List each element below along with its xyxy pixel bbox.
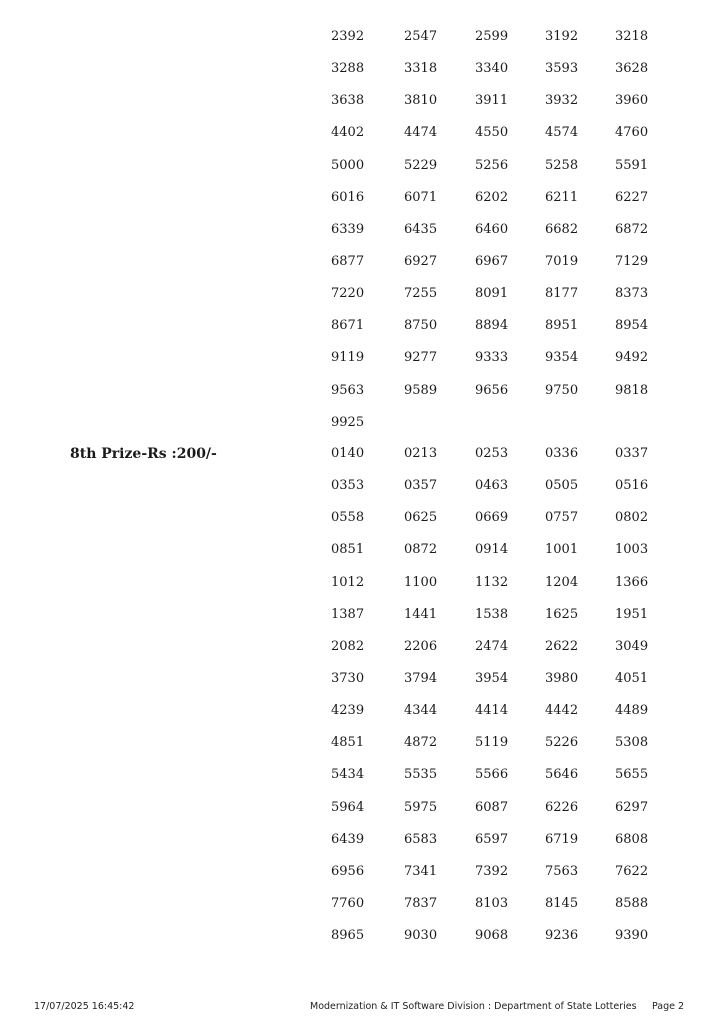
winning-number: 6808 [615,831,649,847]
winning-number: 3628 [615,61,649,77]
winning-number: 9354 [545,350,579,366]
winning-number: 6226 [545,799,579,815]
winning-number: 3288 [331,61,365,77]
winning-number: 7563 [545,863,579,879]
winning-number: 4489 [615,703,649,719]
winning-number: 5535 [404,767,438,783]
winning-number: 9589 [404,382,438,398]
winning-number: 1625 [545,606,579,622]
winning-number: 0140 [331,446,365,461]
winning-number: 6087 [475,799,509,815]
winning-number: 3318 [404,61,438,77]
winning-number: 7760 [331,895,365,911]
winning-number: 7392 [475,863,509,879]
winning-number: 0213 [404,446,438,461]
winning-number: 0357 [404,478,438,494]
winning-number: 3794 [404,670,438,686]
winning-number: 8750 [404,318,438,334]
winning-number: 0463 [475,478,509,494]
winning-number: 1951 [615,606,649,622]
winning-number: 5591 [615,157,649,173]
winning-number: 5229 [404,157,438,173]
winning-number: 2547 [404,29,438,44]
winning-number: 4760 [615,125,649,141]
winning-number: 0337 [615,446,649,461]
winning-number: 4051 [615,670,649,686]
winning-number: 3593 [545,61,579,77]
winning-number: 9563 [331,382,365,398]
winning-number: 0516 [615,478,649,494]
winning-number: 5566 [475,767,509,783]
winning-number: 3340 [475,61,509,77]
winning-number: 5434 [331,767,365,783]
winning-number: 6719 [545,831,579,847]
winning-number: 1132 [475,574,509,590]
winning-number: 5258 [545,157,579,173]
winning-number: 8951 [545,318,579,334]
winning-number: 6597 [475,831,509,847]
winning-number: 6211 [545,189,579,205]
footer-timestamp: 17/07/2025 16:45:42 [34,1001,135,1012]
winning-number: 2082 [331,638,365,654]
winning-number: 6877 [331,253,365,269]
winning-number: 0914 [475,542,509,558]
winning-number: 8588 [615,895,649,911]
winning-number: 4402 [331,125,365,141]
winning-number: 6435 [404,221,438,237]
winning-number: 9656 [475,382,509,398]
winning-number: 6682 [545,221,579,237]
winning-number: 9119 [331,350,365,366]
winning-number: 2599 [475,29,509,44]
winning-number: 7220 [331,286,365,302]
winning-number: 1204 [545,574,579,590]
winning-number: 4851 [331,735,365,751]
winning-number: 8091 [475,286,509,302]
winning-number: 0353 [331,478,365,494]
winning-number: 6071 [404,189,438,205]
winning-number: 4872 [404,735,438,751]
winning-number: 0757 [545,510,579,526]
winning-number: 9492 [615,350,649,366]
winning-number: 7341 [404,863,438,879]
winning-number: 3049 [615,638,649,654]
winning-number: 9068 [475,928,509,944]
winning-number: 1441 [404,606,438,622]
winning-number: 8177 [545,286,579,302]
winning-number: 8103 [475,895,509,911]
footer-division: Modernization & IT Software Division : Department of State Lotteries [310,1001,637,1012]
winning-number: 1001 [545,542,579,558]
winning-number: 0872 [404,542,438,558]
winning-number: 3218 [615,29,649,44]
winning-number: 4442 [545,703,579,719]
winning-number: 7019 [545,253,579,269]
winning-number: 3954 [475,670,509,686]
winning-number: 7622 [615,863,649,879]
winning-number: 9390 [615,928,649,944]
winning-number: 9030 [404,928,438,944]
winning-numbers-grid [331,21,665,439]
winning-number: 6202 [475,189,509,205]
winning-number: 1003 [615,542,649,558]
winning-number: 0336 [545,446,579,461]
winning-number: 2206 [404,638,438,654]
winning-number: 8373 [615,286,649,302]
prize-label: 8th Prize-Rs :200/- [70,446,217,462]
winning-number: 9277 [404,350,438,366]
winning-number: 5646 [545,767,579,783]
winning-number: 5308 [615,735,649,751]
winning-number: 7255 [404,286,438,302]
winning-number: 6227 [615,189,649,205]
winning-number: 9236 [545,928,579,944]
winning-number: 3730 [331,670,365,686]
winning-number: 8671 [331,318,365,334]
winning-number: 1366 [615,574,649,590]
winning-number: 3932 [545,93,579,109]
winning-number: 3980 [545,670,579,686]
winning-number: 3911 [475,93,509,109]
winning-number: 0625 [404,510,438,526]
winning-number: 9333 [475,350,509,366]
winning-number: 2474 [475,638,509,654]
winning-number: 4344 [404,703,438,719]
winning-number: 9925 [331,414,365,430]
winning-number: 0253 [475,446,509,461]
winning-number: 6016 [331,189,365,205]
winning-number: 6460 [475,221,509,237]
winning-number: 8954 [615,318,649,334]
winning-number: 6967 [475,253,509,269]
winning-number: 1538 [475,606,509,622]
winning-number: 4550 [475,125,509,141]
winning-number: 3638 [331,93,365,109]
winning-number: 5964 [331,799,365,815]
winning-number: 6927 [404,253,438,269]
winning-number: 6439 [331,831,365,847]
winning-number: 4414 [475,703,509,719]
winning-number: 6339 [331,221,365,237]
winning-number: 6956 [331,863,365,879]
page-footer [0,1000,724,1014]
winning-numbers-grid [331,438,665,952]
winning-number: 5975 [404,799,438,815]
winning-number: 9750 [545,382,579,398]
winning-number: 0669 [475,510,509,526]
winning-number: 5226 [545,735,579,751]
winning-number: 2392 [331,29,365,44]
winning-number: 0558 [331,510,365,526]
winning-number: 4239 [331,703,365,719]
winning-number: 5119 [475,735,509,751]
winning-number: 8145 [545,895,579,911]
winning-number: 7129 [615,253,649,269]
winning-number: 1100 [404,574,438,590]
winning-number: 3960 [615,93,649,109]
footer-page-number: Page 2 [652,1001,685,1012]
winning-number: 4474 [404,125,438,141]
winning-number: 6297 [615,799,649,815]
winning-number: 8965 [331,928,365,944]
winning-number: 9818 [615,382,649,398]
winning-number: 0851 [331,542,365,558]
winning-number: 6583 [404,831,438,847]
winning-number: 5000 [331,157,365,173]
winning-number: 2622 [545,638,579,654]
winning-number: 5256 [475,157,509,173]
winning-number: 3810 [404,93,438,109]
winning-number: 6872 [615,221,649,237]
winning-number: 3192 [545,29,579,44]
winning-number: 0802 [615,510,649,526]
winning-number: 1012 [331,574,365,590]
winning-number: 1387 [331,606,365,622]
winning-number: 5655 [615,767,649,783]
winning-number: 0505 [545,478,579,494]
winning-number: 4574 [545,125,579,141]
winning-number: 8894 [475,318,509,334]
winning-number: 7837 [404,895,438,911]
